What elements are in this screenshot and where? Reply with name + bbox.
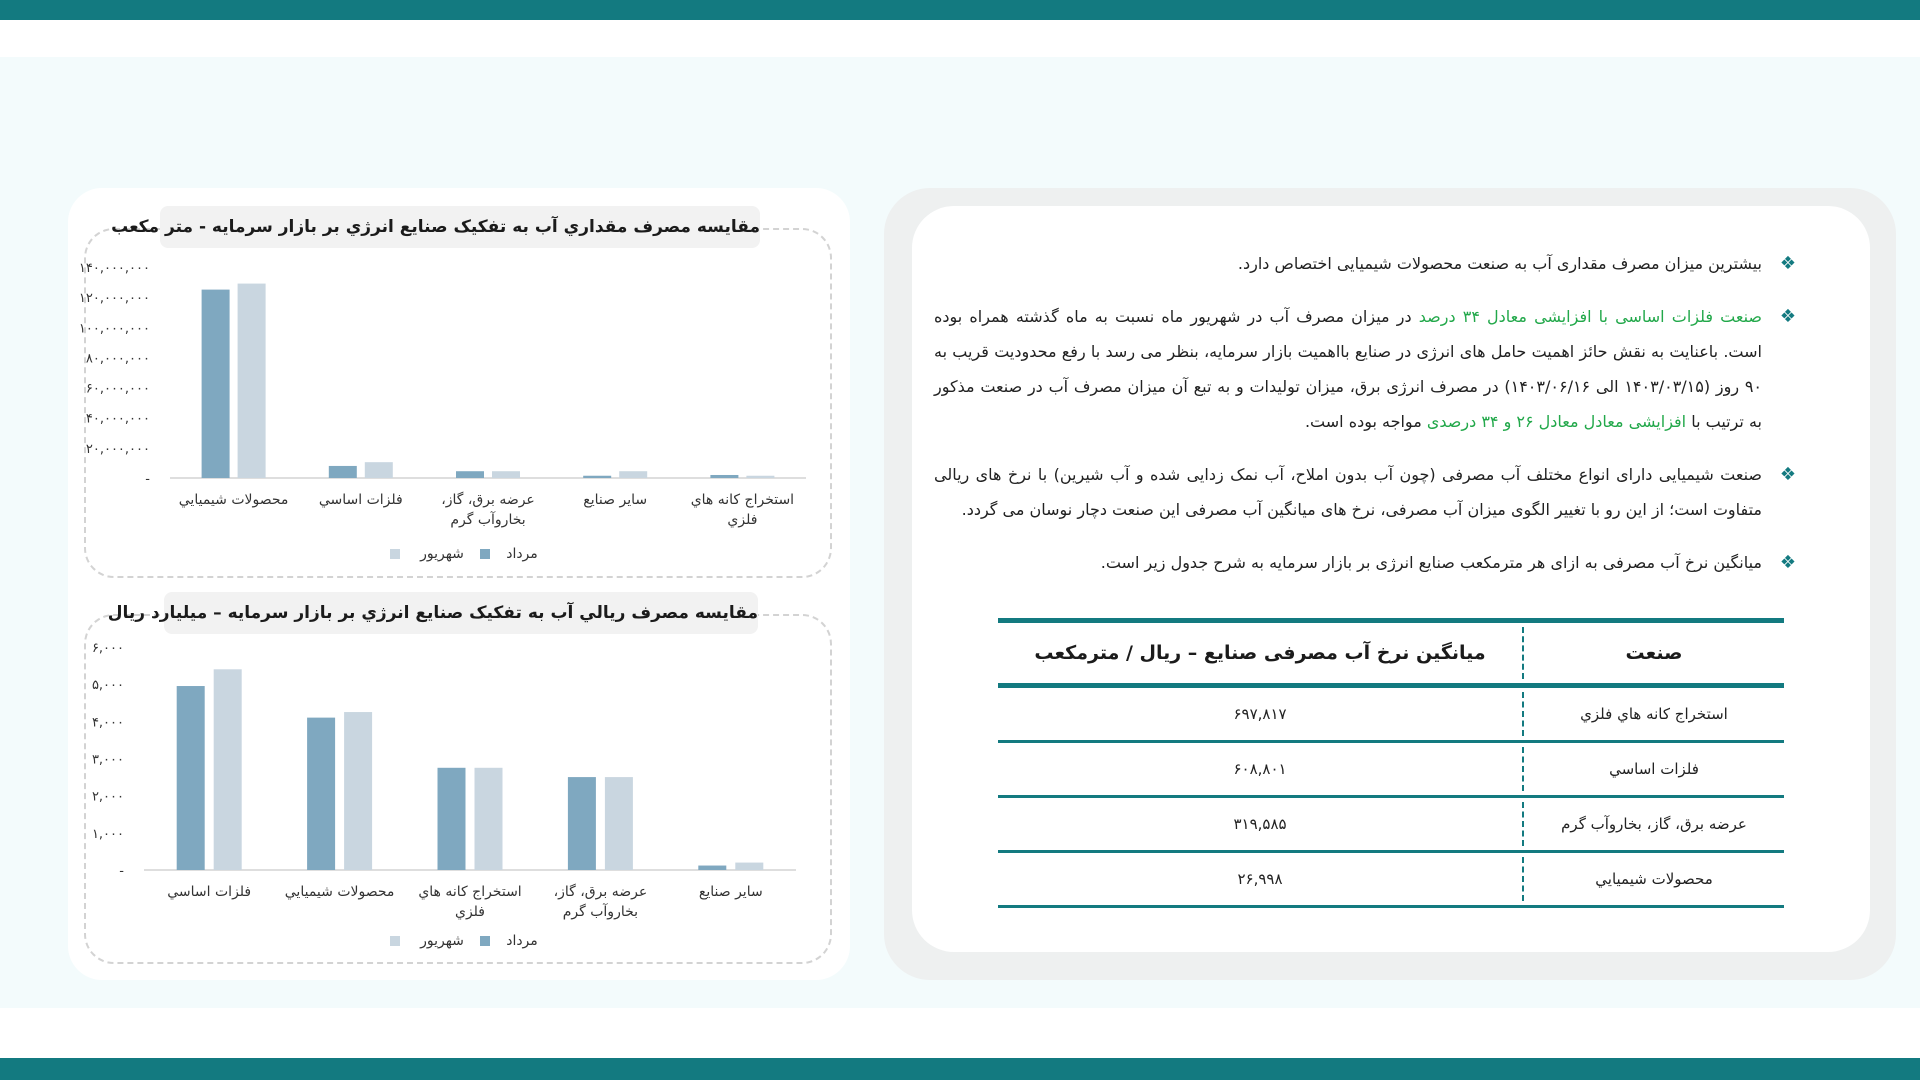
water-rate-table — [998, 618, 1784, 908]
cell-rate: ۲۶,۹۹۸ — [1237, 870, 1283, 888]
y-tick-label: ۵,۰۰۰ — [91, 678, 124, 694]
x-tick-label: استخراج کانه هاي — [690, 492, 795, 508]
diamond-bullet-icon: ❖ — [1779, 464, 1796, 485]
bar-shahrivar — [238, 284, 266, 478]
cell-industry: عرضه برق، گاز، بخاروآب گرم — [1561, 815, 1747, 833]
bar-shahrivar — [492, 471, 520, 478]
y-tick-label: ۱۴۰,۰۰۰,۰۰۰ — [78, 261, 150, 276]
y-tick-label: ۳,۰۰۰ — [91, 752, 124, 768]
table-row — [998, 798, 1784, 853]
diamond-bullet-icon: ❖ — [1779, 552, 1796, 573]
x-tick-label: ساير صنايع — [583, 492, 648, 508]
y-tick-label: ۴,۰۰۰ — [91, 715, 124, 731]
column-divider — [1522, 747, 1524, 791]
bullet-highlight: افزایشی معادل معادل ۲۶ و ۳۴ درصدی — [1426, 412, 1687, 431]
bar-mordad — [438, 768, 466, 870]
table-row — [998, 743, 1784, 798]
bar-shahrivar — [746, 476, 774, 478]
bar-mordad — [177, 686, 205, 870]
legend-label-mordad: مرداد — [506, 933, 538, 949]
bar-mordad — [307, 718, 335, 870]
x-tick-label: فلزات اساسي — [318, 492, 403, 508]
bullet-highlight: صنعت فلزات اساسی با افزایشی معادل ۳۴ درصد — [1418, 307, 1763, 326]
bar-shahrivar — [214, 669, 242, 870]
x-tick-label: ساير صنايع — [698, 884, 763, 900]
column-divider — [1522, 857, 1524, 901]
y-tick-label: - — [119, 864, 124, 879]
header-rate: میانگین نرخ آب مصرفی صنایع – ریال / مترمکعب — [1034, 642, 1486, 664]
cell-rate: ۳۱۹,۵۸۵ — [1233, 815, 1287, 833]
y-tick-label: ۱۲۰,۰۰۰,۰۰۰ — [78, 291, 150, 307]
bar-mordad — [568, 777, 596, 870]
x-tick-label: بخاروآب گرم — [562, 904, 639, 920]
bullet-text: در میزان مصرف آب در شهریور ماه نسبت به ماه گذشته همراه بوده است. باعنایت به نقش حائز اهمیت حامل های انرژی در صنایع بااهمیت بازار سرمایه، بنظر می رسد با رفع محدودیت قریب به ۹۰ روز (۱۴۰۳/۰۳/۱۵ الی ۱۴۰۳/۰۶/۱۶) در مصرف انرژی برق، میزان تولیدات و به تبع آن میزان مصرف آب در صنعت مذکور به ترتیب با — [934, 307, 1762, 431]
y-tick-label: ۶,۰۰۰ — [91, 641, 124, 656]
y-tick-label: ۸۰,۰۰۰,۰۰۰ — [85, 351, 150, 367]
chart-title-rial: مقايسه مصرف ريالي آب به تفکيک صنايع انرژي بر بازار سرمايه – ميليارد ريال — [164, 592, 758, 634]
table-row — [998, 853, 1784, 908]
legend-swatch-mordad — [480, 936, 490, 946]
bullet-text: بیشترین میزان مصرف مقداری آب به صنعت محصولات شیمیایی اختصاص دارد. — [1237, 254, 1762, 273]
cell-rate: ۶۰۸,۸۰۱ — [1233, 760, 1287, 778]
bar-mordad — [329, 466, 357, 478]
cell-rate: ۶۹۷,۸۱۷ — [1233, 705, 1287, 723]
legend-label-shahrivar: شهريور — [420, 933, 464, 949]
cell-industry: فلزات اساسي — [1609, 760, 1699, 778]
x-tick-label: بخاروآب گرم — [450, 512, 526, 528]
bar-mordad — [698, 866, 726, 870]
bar-mordad — [456, 471, 484, 478]
y-tick-label: ۲۰,۰۰۰,۰۰۰ — [85, 441, 150, 457]
cell-industry: استخراج کانه هاي فلزي — [1580, 705, 1728, 723]
bullet-list — [934, 246, 1796, 598]
x-tick-label: استخراج کانه هاي — [418, 884, 522, 900]
bullet-item — [934, 545, 1796, 580]
table-row — [998, 688, 1784, 743]
bar-shahrivar — [365, 462, 393, 478]
bullet-item — [934, 457, 1796, 527]
x-tick-label: فلزات اساسي — [167, 884, 252, 900]
x-tick-label: محصولات شيميايي — [284, 884, 395, 900]
bullet-text: صنعت شیمیایی دارای انواع مختلف آب مصرفی (چون آب بدون املاح، آب نمک زدایی شده و آب شیرین) با نرخ های ریالی متفاوت است؛ از این رو با تغییر الگوی میزان آب مصرفی، نرخ های میانگین آب مصرفی این صنعت دچار نوسان می گردد. — [934, 465, 1762, 519]
column-divider — [1522, 692, 1524, 736]
y-tick-label: ۲,۰۰۰ — [91, 789, 124, 805]
bullet-text: میانگین نرخ آب مصرفی به ازای هر مترمکعب صنایع انرژی بر بازار سرمایه به شرح جدول زیر است. — [1100, 553, 1762, 572]
bar-mordad — [583, 476, 611, 478]
x-tick-label: عرضه برق، گاز، — [553, 884, 648, 900]
bullet-item — [934, 246, 1796, 281]
table-header — [998, 618, 1784, 688]
chart-title-volume: مقايسه مصرف مقداري آب به تفکيک صنايع انرژي بر بازار سرمايه - متر مکعب — [160, 206, 760, 248]
bar-shahrivar — [605, 777, 633, 870]
column-divider — [1522, 627, 1524, 679]
bar-shahrivar — [735, 863, 763, 870]
bullet-item — [934, 299, 1796, 439]
x-tick-label: محصولات شيميايي — [178, 492, 289, 508]
y-tick-label: ۴۰,۰۰۰,۰۰۰ — [85, 411, 150, 427]
header-industry: صنعت — [1625, 642, 1683, 664]
legend-swatch-shahrivar — [390, 936, 400, 946]
x-tick-label: عرضه برق، گاز، — [441, 492, 535, 508]
legend-label-shahrivar: شهريور — [420, 546, 464, 562]
diamond-bullet-icon: ❖ — [1779, 306, 1796, 327]
y-tick-label: ۱,۰۰۰ — [91, 826, 124, 842]
bar-mordad — [710, 475, 738, 478]
bar-shahrivar — [475, 768, 503, 870]
legend-swatch-mordad — [480, 549, 490, 559]
y-tick-label: ۱۰۰,۰۰۰,۰۰۰ — [78, 321, 150, 337]
bar-mordad — [202, 290, 230, 478]
legend-swatch-shahrivar — [390, 549, 400, 559]
bullet-text: مواجه بوده است. — [1304, 412, 1427, 431]
column-divider — [1522, 802, 1524, 846]
x-tick-label: فلزي — [454, 904, 486, 920]
x-tick-label: فلزي — [727, 512, 758, 528]
bar-shahrivar — [344, 712, 372, 870]
diamond-bullet-icon: ❖ — [1779, 253, 1796, 274]
cell-industry: محصولات شيميايي — [1595, 870, 1713, 888]
legend-label-mordad: مرداد — [506, 546, 538, 562]
y-tick-label: ۶۰,۰۰۰,۰۰۰ — [85, 381, 150, 397]
bar-shahrivar — [619, 471, 647, 478]
y-tick-label: - — [145, 472, 150, 487]
